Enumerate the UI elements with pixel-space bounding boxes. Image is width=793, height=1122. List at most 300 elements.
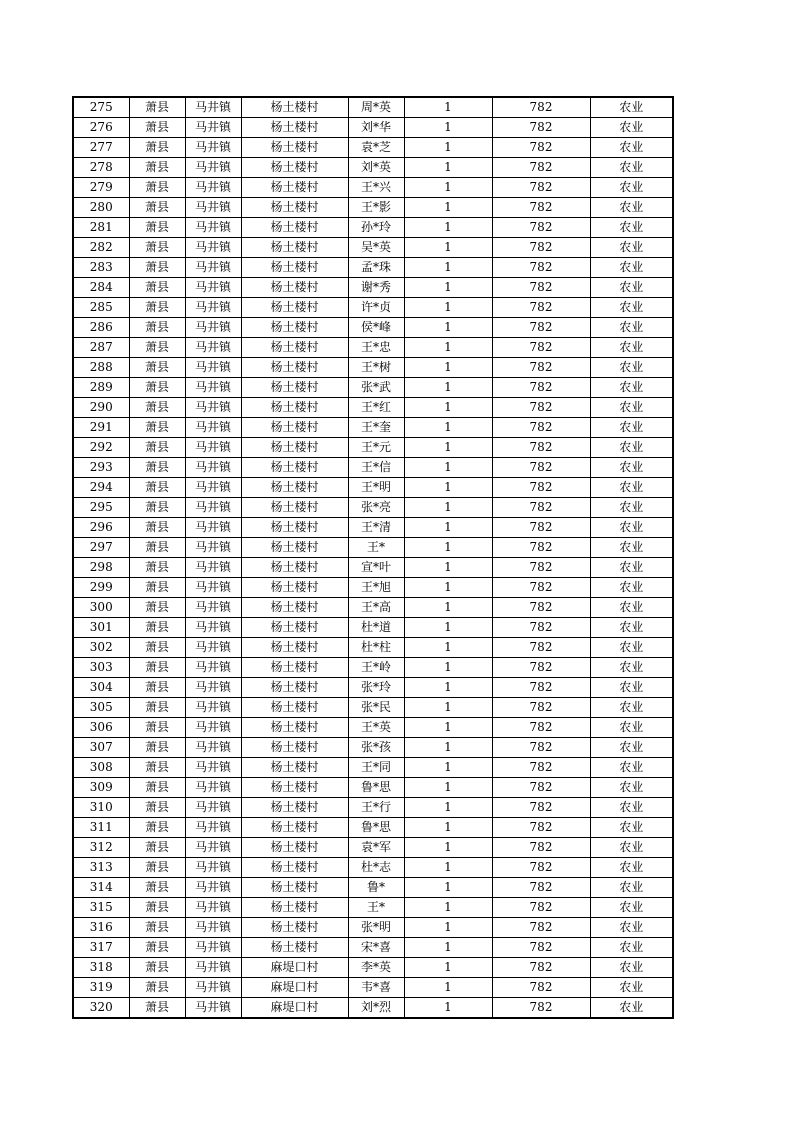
town-cell: 马井镇 [185, 478, 241, 498]
count-cell: 1 [404, 878, 492, 898]
type-cell: 农业 [590, 418, 673, 438]
county-cell: 萧县 [129, 578, 185, 598]
town-cell: 马井镇 [185, 438, 241, 458]
row-number-cell: 318 [73, 958, 129, 978]
amount-cell: 782 [492, 378, 590, 398]
village-cell: 杨土楼村 [241, 198, 348, 218]
type-cell: 农业 [590, 658, 673, 678]
count-cell: 1 [404, 438, 492, 458]
type-cell: 农业 [590, 838, 673, 858]
county-cell: 萧县 [129, 958, 185, 978]
town-cell: 马井镇 [185, 558, 241, 578]
name-cell: 王*岭 [348, 658, 404, 678]
amount-cell: 782 [492, 778, 590, 798]
row-number-cell: 314 [73, 878, 129, 898]
town-cell: 马井镇 [185, 958, 241, 978]
town-cell: 马井镇 [185, 538, 241, 558]
amount-cell: 782 [492, 358, 590, 378]
row-number-cell: 275 [73, 97, 129, 118]
town-cell: 马井镇 [185, 338, 241, 358]
county-cell: 萧县 [129, 878, 185, 898]
amount-cell: 782 [492, 558, 590, 578]
type-cell: 农业 [590, 598, 673, 618]
table-row [73, 558, 673, 578]
type-cell: 农业 [590, 118, 673, 138]
type-cell: 农业 [590, 818, 673, 838]
county-cell: 萧县 [129, 898, 185, 918]
table-row [73, 338, 673, 358]
row-number-cell: 315 [73, 898, 129, 918]
amount-cell: 782 [492, 97, 590, 118]
name-cell: 王*影 [348, 198, 404, 218]
row-number-cell: 284 [73, 278, 129, 298]
row-number-cell: 300 [73, 598, 129, 618]
village-cell: 杨土楼村 [241, 798, 348, 818]
type-cell: 农业 [590, 238, 673, 258]
village-cell: 杨土楼村 [241, 338, 348, 358]
name-cell: 王*英 [348, 718, 404, 738]
amount-cell: 782 [492, 398, 590, 418]
village-cell: 杨土楼村 [241, 138, 348, 158]
count-cell: 1 [404, 918, 492, 938]
town-cell: 马井镇 [185, 698, 241, 718]
type-cell: 农业 [590, 998, 673, 1019]
village-cell: 杨土楼村 [241, 398, 348, 418]
name-cell: 王*行 [348, 798, 404, 818]
table-row [73, 838, 673, 858]
village-cell: 杨土楼村 [241, 698, 348, 718]
name-cell: 王*兴 [348, 178, 404, 198]
town-cell: 马井镇 [185, 278, 241, 298]
row-number-cell: 285 [73, 298, 129, 318]
name-cell: 刘*烈 [348, 998, 404, 1019]
village-cell: 杨土楼村 [241, 538, 348, 558]
count-cell: 1 [404, 778, 492, 798]
town-cell: 马井镇 [185, 938, 241, 958]
town-cell: 马井镇 [185, 498, 241, 518]
name-cell: 张*武 [348, 378, 404, 398]
type-cell: 农业 [590, 258, 673, 278]
town-cell: 马井镇 [185, 318, 241, 338]
village-cell: 杨土楼村 [241, 378, 348, 398]
table-row [73, 738, 673, 758]
row-number-cell: 299 [73, 578, 129, 598]
amount-cell: 782 [492, 718, 590, 738]
name-cell: 宋*喜 [348, 938, 404, 958]
name-cell: 王*明 [348, 478, 404, 498]
amount-cell: 782 [492, 538, 590, 558]
table-row [73, 538, 673, 558]
amount-cell: 782 [492, 158, 590, 178]
town-cell: 马井镇 [185, 778, 241, 798]
town-cell: 马井镇 [185, 618, 241, 638]
row-number-cell: 282 [73, 238, 129, 258]
count-cell: 1 [404, 218, 492, 238]
type-cell: 农业 [590, 318, 673, 338]
name-cell: 王*奎 [348, 418, 404, 438]
row-number-cell: 302 [73, 638, 129, 658]
name-cell: 袁*芝 [348, 138, 404, 158]
row-number-cell: 319 [73, 978, 129, 998]
name-cell: 王*高 [348, 598, 404, 618]
village-cell: 杨土楼村 [241, 318, 348, 338]
table-row [73, 318, 673, 338]
amount-cell: 782 [492, 278, 590, 298]
county-cell: 萧县 [129, 378, 185, 398]
amount-cell: 782 [492, 998, 590, 1019]
amount-cell: 782 [492, 638, 590, 658]
town-cell: 马井镇 [185, 738, 241, 758]
type-cell: 农业 [590, 918, 673, 938]
amount-cell: 782 [492, 118, 590, 138]
type-cell: 农业 [590, 398, 673, 418]
county-cell: 萧县 [129, 218, 185, 238]
table-row [73, 898, 673, 918]
town-cell: 马井镇 [185, 218, 241, 238]
type-cell: 农业 [590, 458, 673, 478]
table-row [73, 97, 673, 118]
row-number-cell: 310 [73, 798, 129, 818]
count-cell: 1 [404, 418, 492, 438]
count-cell: 1 [404, 298, 492, 318]
village-cell: 杨土楼村 [241, 778, 348, 798]
name-cell: 杜*道 [348, 618, 404, 638]
table-row [73, 718, 673, 738]
town-cell: 马井镇 [185, 818, 241, 838]
amount-cell: 782 [492, 698, 590, 718]
amount-cell: 782 [492, 798, 590, 818]
table-row [73, 878, 673, 898]
count-cell: 1 [404, 158, 492, 178]
table-row [73, 698, 673, 718]
table-row [73, 658, 673, 678]
count-cell: 1 [404, 198, 492, 218]
county-cell: 萧县 [129, 658, 185, 678]
count-cell: 1 [404, 858, 492, 878]
village-cell: 杨土楼村 [241, 738, 348, 758]
type-cell: 农业 [590, 278, 673, 298]
town-cell: 马井镇 [185, 298, 241, 318]
town-cell: 马井镇 [185, 138, 241, 158]
table-row [73, 778, 673, 798]
town-cell: 马井镇 [185, 578, 241, 598]
county-cell: 萧县 [129, 97, 185, 118]
row-number-cell: 306 [73, 718, 129, 738]
table-row [73, 218, 673, 238]
county-cell: 萧县 [129, 758, 185, 778]
village-cell: 杨土楼村 [241, 618, 348, 638]
row-number-cell: 308 [73, 758, 129, 778]
town-cell: 马井镇 [185, 898, 241, 918]
table-row [73, 438, 673, 458]
village-cell: 杨土楼村 [241, 298, 348, 318]
town-cell: 马井镇 [185, 118, 241, 138]
amount-cell: 782 [492, 458, 590, 478]
village-cell: 杨土楼村 [241, 358, 348, 378]
amount-cell: 782 [492, 598, 590, 618]
type-cell: 农业 [590, 518, 673, 538]
county-cell: 萧县 [129, 498, 185, 518]
county-cell: 萧县 [129, 778, 185, 798]
village-cell: 杨土楼村 [241, 498, 348, 518]
village-cell: 杨土楼村 [241, 598, 348, 618]
amount-cell: 782 [492, 818, 590, 838]
table-row [73, 498, 673, 518]
name-cell: 孟*珠 [348, 258, 404, 278]
count-cell: 1 [404, 378, 492, 398]
amount-cell: 782 [492, 938, 590, 958]
town-cell: 马井镇 [185, 658, 241, 678]
name-cell: 王*树 [348, 358, 404, 378]
village-cell: 杨土楼村 [241, 118, 348, 138]
village-cell: 杨土楼村 [241, 258, 348, 278]
name-cell: 许*贞 [348, 298, 404, 318]
table-row [73, 518, 673, 538]
table-row [73, 198, 673, 218]
row-number-cell: 276 [73, 118, 129, 138]
name-cell: 谢*秀 [348, 278, 404, 298]
row-number-cell: 295 [73, 498, 129, 518]
table-row [73, 818, 673, 838]
type-cell: 农业 [590, 778, 673, 798]
amount-cell: 782 [492, 958, 590, 978]
type-cell: 农业 [590, 138, 673, 158]
type-cell: 农业 [590, 578, 673, 598]
type-cell: 农业 [590, 338, 673, 358]
row-number-cell: 303 [73, 658, 129, 678]
type-cell: 农业 [590, 298, 673, 318]
type-cell: 农业 [590, 798, 673, 818]
type-cell: 农业 [590, 378, 673, 398]
table-row [73, 378, 673, 398]
amount-cell: 782 [492, 338, 590, 358]
name-cell: 韦*喜 [348, 978, 404, 998]
village-cell: 杨土楼村 [241, 518, 348, 538]
amount-cell: 782 [492, 898, 590, 918]
town-cell: 马井镇 [185, 718, 241, 738]
amount-cell: 782 [492, 198, 590, 218]
row-number-cell: 287 [73, 338, 129, 358]
type-cell: 农业 [590, 678, 673, 698]
count-cell: 1 [404, 898, 492, 918]
table-row [73, 418, 673, 438]
county-cell: 萧县 [129, 998, 185, 1019]
town-cell: 马井镇 [185, 638, 241, 658]
table-row [73, 138, 673, 158]
county-cell: 萧县 [129, 318, 185, 338]
type-cell: 农业 [590, 478, 673, 498]
table-row [73, 598, 673, 618]
county-cell: 萧县 [129, 638, 185, 658]
amount-cell: 782 [492, 878, 590, 898]
count-cell: 1 [404, 498, 492, 518]
amount-cell: 782 [492, 418, 590, 438]
county-cell: 萧县 [129, 238, 185, 258]
table-row [73, 578, 673, 598]
name-cell: 张*民 [348, 698, 404, 718]
county-cell: 萧县 [129, 358, 185, 378]
county-cell: 萧县 [129, 798, 185, 818]
name-cell: 王* [348, 898, 404, 918]
town-cell: 马井镇 [185, 998, 241, 1019]
table-row [73, 978, 673, 998]
row-number-cell: 292 [73, 438, 129, 458]
table-row [73, 758, 673, 778]
table-row [73, 998, 673, 1019]
name-cell: 鲁* [348, 878, 404, 898]
county-cell: 萧县 [129, 478, 185, 498]
name-cell: 李*英 [348, 958, 404, 978]
row-number-cell: 280 [73, 198, 129, 218]
village-cell: 杨土楼村 [241, 658, 348, 678]
count-cell: 1 [404, 638, 492, 658]
table-row [73, 118, 673, 138]
town-cell: 马井镇 [185, 978, 241, 998]
town-cell: 马井镇 [185, 838, 241, 858]
type-cell: 农业 [590, 898, 673, 918]
count-cell: 1 [404, 258, 492, 278]
amount-cell: 782 [492, 838, 590, 858]
county-cell: 萧县 [129, 458, 185, 478]
count-cell: 1 [404, 358, 492, 378]
table-row [73, 938, 673, 958]
table-row [73, 638, 673, 658]
count-cell: 1 [404, 238, 492, 258]
amount-cell: 782 [492, 978, 590, 998]
count-cell: 1 [404, 698, 492, 718]
county-cell: 萧县 [129, 178, 185, 198]
village-cell: 杨土楼村 [241, 758, 348, 778]
town-cell: 马井镇 [185, 798, 241, 818]
amount-cell: 782 [492, 298, 590, 318]
type-cell: 农业 [590, 858, 673, 878]
county-cell: 萧县 [129, 338, 185, 358]
amount-cell: 782 [492, 678, 590, 698]
count-cell: 1 [404, 478, 492, 498]
count-cell: 1 [404, 138, 492, 158]
row-number-cell: 307 [73, 738, 129, 758]
count-cell: 1 [404, 958, 492, 978]
county-cell: 萧县 [129, 938, 185, 958]
row-number-cell: 312 [73, 838, 129, 858]
town-cell: 马井镇 [185, 918, 241, 938]
table-body [73, 97, 673, 1018]
county-cell: 萧县 [129, 538, 185, 558]
count-cell: 1 [404, 578, 492, 598]
type-cell: 农业 [590, 178, 673, 198]
amount-cell: 782 [492, 238, 590, 258]
count-cell: 1 [404, 998, 492, 1019]
count-cell: 1 [404, 97, 492, 118]
name-cell: 王*同 [348, 758, 404, 778]
amount-cell: 782 [492, 438, 590, 458]
row-number-cell: 313 [73, 858, 129, 878]
count-cell: 1 [404, 558, 492, 578]
village-cell: 杨土楼村 [241, 918, 348, 938]
type-cell: 农业 [590, 978, 673, 998]
table-row [73, 398, 673, 418]
village-cell: 杨土楼村 [241, 718, 348, 738]
type-cell: 农业 [590, 538, 673, 558]
town-cell: 马井镇 [185, 158, 241, 178]
village-cell: 杨土楼村 [241, 578, 348, 598]
county-cell: 萧县 [129, 618, 185, 638]
count-cell: 1 [404, 798, 492, 818]
count-cell: 1 [404, 678, 492, 698]
county-cell: 萧县 [129, 978, 185, 998]
name-cell: 张*玲 [348, 678, 404, 698]
county-cell: 萧县 [129, 718, 185, 738]
village-cell: 杨土楼村 [241, 858, 348, 878]
row-number-cell: 316 [73, 918, 129, 938]
town-cell: 马井镇 [185, 238, 241, 258]
table-row [73, 238, 673, 258]
type-cell: 农业 [590, 218, 673, 238]
name-cell: 王* [348, 538, 404, 558]
count-cell: 1 [404, 178, 492, 198]
count-cell: 1 [404, 278, 492, 298]
town-cell: 马井镇 [185, 97, 241, 118]
town-cell: 马井镇 [185, 358, 241, 378]
town-cell: 马井镇 [185, 758, 241, 778]
county-cell: 萧县 [129, 418, 185, 438]
table-row [73, 858, 673, 878]
type-cell: 农业 [590, 198, 673, 218]
type-cell: 农业 [590, 958, 673, 978]
county-cell: 萧县 [129, 118, 185, 138]
type-cell: 农业 [590, 438, 673, 458]
row-number-cell: 288 [73, 358, 129, 378]
name-cell: 王*忠 [348, 338, 404, 358]
count-cell: 1 [404, 318, 492, 338]
records-table [72, 96, 674, 1019]
amount-cell: 782 [492, 578, 590, 598]
county-cell: 萧县 [129, 918, 185, 938]
town-cell: 马井镇 [185, 518, 241, 538]
village-cell: 杨土楼村 [241, 838, 348, 858]
name-cell: 侯*峰 [348, 318, 404, 338]
village-cell: 杨土楼村 [241, 238, 348, 258]
village-cell: 杨土楼村 [241, 898, 348, 918]
county-cell: 萧县 [129, 398, 185, 418]
name-cell: 宣*叶 [348, 558, 404, 578]
village-cell: 杨土楼村 [241, 418, 348, 438]
table-row [73, 918, 673, 938]
county-cell: 萧县 [129, 738, 185, 758]
amount-cell: 782 [492, 498, 590, 518]
table-row [73, 258, 673, 278]
village-cell: 麻堤口村 [241, 958, 348, 978]
name-cell: 鲁*思 [348, 778, 404, 798]
village-cell: 杨土楼村 [241, 278, 348, 298]
type-cell: 农业 [590, 738, 673, 758]
village-cell: 杨土楼村 [241, 678, 348, 698]
name-cell: 杜*柱 [348, 638, 404, 658]
row-number-cell: 279 [73, 178, 129, 198]
county-cell: 萧县 [129, 838, 185, 858]
row-number-cell: 298 [73, 558, 129, 578]
row-number-cell: 296 [73, 518, 129, 538]
town-cell: 马井镇 [185, 418, 241, 438]
row-number-cell: 286 [73, 318, 129, 338]
village-cell: 麻堤口村 [241, 998, 348, 1019]
village-cell: 杨土楼村 [241, 638, 348, 658]
county-cell: 萧县 [129, 698, 185, 718]
village-cell: 杨土楼村 [241, 158, 348, 178]
table-row [73, 358, 673, 378]
count-cell: 1 [404, 978, 492, 998]
county-cell: 萧县 [129, 678, 185, 698]
